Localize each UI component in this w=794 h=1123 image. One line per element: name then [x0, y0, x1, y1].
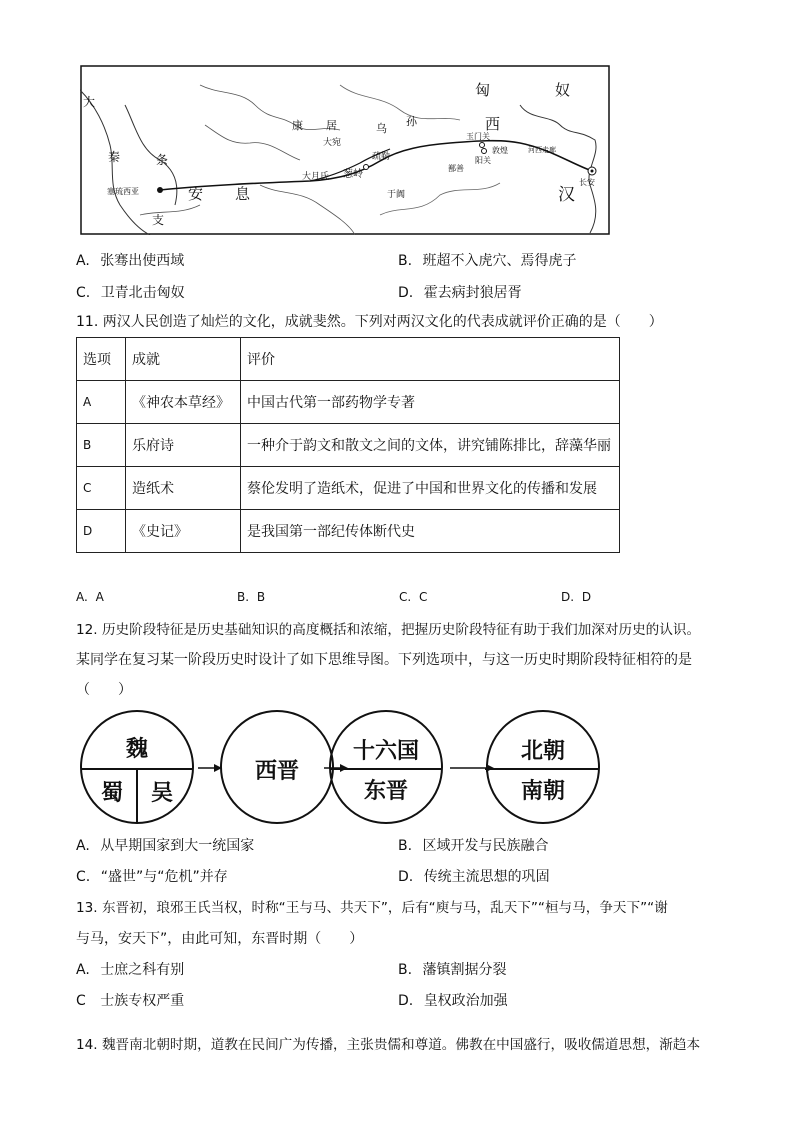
table-cell: 《神农本草经》	[126, 381, 241, 424]
map-label: 塞琉西亚	[107, 187, 139, 196]
option-label: B.	[398, 838, 413, 854]
map-label: 居	[326, 119, 337, 132]
option-label: B.	[237, 590, 250, 604]
table-cell: 是我国第一部纪传体断代史	[241, 510, 620, 553]
table-cell: 中国古代第一部药物学专著	[241, 381, 620, 424]
option-label: C	[76, 993, 86, 1009]
map-label: 匈	[475, 81, 491, 99]
table-cell: C	[77, 467, 126, 510]
option-label: B.	[398, 962, 413, 978]
map-label: 葱岭	[343, 169, 363, 180]
option-text: B	[256, 590, 266, 604]
option-label: A.	[76, 253, 90, 269]
q12-stem-line2: 某同学在复习某一阶段历史时设计了如下思维导图。下列选项中，与这一历史时期阶段特征相符的是	[76, 652, 692, 668]
option-text: C	[419, 590, 428, 604]
silk-road-map	[80, 65, 610, 235]
table-cell: A	[77, 381, 126, 424]
q13-stem-line1: 13. 东晋初，琅邪王氏当权，时称“王与马、共天下”，后有“庾与马，乱天下”“桓与马，争天下”“谢	[76, 900, 668, 916]
q13-stem-line2: 与马，安天下”，由此可知，东晋时期（ ）	[76, 931, 364, 947]
q10-option-d[interactable]	[398, 283, 522, 303]
map-label: 乌	[376, 122, 387, 135]
option-text: 藩镇割据分裂	[422, 962, 507, 978]
node-beichao: 北朝	[520, 738, 565, 764]
option-label: C.	[399, 590, 412, 604]
table-header-cell: 评价	[241, 338, 620, 381]
option-text: 士族专权严重	[100, 993, 185, 1009]
q12-mindmap	[80, 710, 610, 830]
option-text: A	[95, 590, 104, 604]
table-row	[77, 424, 620, 467]
option-text: 从早期国家到大一统国家	[100, 838, 255, 854]
q11-option-b[interactable]	[237, 587, 265, 607]
map-label: 西	[485, 115, 501, 133]
circle-beichao-nanchao	[486, 710, 600, 824]
table-header-cell: 成就	[126, 338, 241, 381]
table-cell: 造纸术	[126, 467, 241, 510]
map-label: 大月氏	[302, 172, 330, 182]
table-row	[77, 467, 620, 510]
node-xijin: 西晋	[254, 758, 299, 784]
map-label: 息	[235, 185, 251, 203]
option-text: 区域开发与民族融合	[422, 838, 549, 854]
map-label: 安	[188, 185, 204, 203]
map-label: 阳关	[475, 156, 491, 165]
option-label: A.	[76, 590, 88, 604]
option-label: C.	[76, 869, 91, 885]
q12-option-d[interactable]	[398, 867, 550, 887]
map-label: 大	[83, 95, 96, 109]
q11-option-d[interactable]	[561, 587, 591, 607]
map-label: 奴	[555, 81, 571, 99]
map-label: 秦	[108, 150, 121, 164]
option-text: 传统主流思想的巩固	[423, 869, 550, 885]
option-text: 霍去病封狼居胥	[423, 285, 522, 301]
q12-option-b[interactable]	[398, 836, 549, 856]
map-label: 疏勒	[372, 152, 391, 162]
option-label: A.	[76, 962, 90, 978]
table-row	[77, 510, 620, 553]
q12-stem-line3: （ ）	[76, 682, 132, 698]
map-label: 于阗	[387, 190, 406, 200]
option-text: 班超不入虎穴、焉得虎子	[422, 253, 577, 269]
q13-option-a[interactable]	[76, 960, 184, 980]
q11-table	[76, 337, 620, 553]
node-nanchao: 南朝	[520, 778, 565, 804]
map-label: 长安	[579, 178, 595, 187]
option-text: 皇权政治加强	[423, 993, 508, 1009]
table-cell: B	[77, 424, 126, 467]
q13-option-b[interactable]	[398, 960, 507, 980]
map-label: 玉门关	[466, 132, 490, 141]
option-text: “盛世”与“危机”并存	[100, 869, 228, 885]
map-label: 孙	[406, 115, 417, 128]
q11-option-a[interactable]	[76, 587, 104, 607]
node-shu: 蜀	[100, 780, 123, 806]
circle-16guo-dongjin	[329, 710, 443, 824]
option-text: 卫青北击匈奴	[100, 285, 185, 301]
map-label: 汉	[558, 185, 575, 205]
table-cell: D	[77, 510, 126, 553]
node-shiliuguo: 十六国	[352, 738, 419, 764]
node-wei: 魏	[125, 736, 148, 762]
q12-option-a[interactable]	[76, 836, 254, 856]
table-header-row	[77, 338, 620, 381]
map-label: 条	[156, 153, 169, 167]
q14-stem-line1: 14. 魏晋南北朝时期，道教在民间广为传播，主张贵儒和尊道。佛教在中国盛行，吸收儒道思想，渐趋本	[76, 1037, 701, 1053]
map-label: 大宛	[323, 138, 342, 148]
option-label: D.	[398, 869, 414, 885]
q11-option-c[interactable]	[399, 587, 427, 607]
q10-option-b[interactable]	[398, 251, 577, 271]
option-label: A.	[76, 838, 90, 854]
table-cell: 一种介于韵文和散文之间的文体，讲究铺陈排比，辞藻华丽	[241, 424, 620, 467]
option-text: D	[581, 590, 592, 604]
q13-option-c[interactable]	[76, 991, 184, 1011]
option-label: C.	[76, 285, 91, 301]
table-cell: 《史记》	[126, 510, 241, 553]
option-text: 士庶之科有别	[100, 962, 185, 978]
table-cell: 蔡伦发明了造纸术，促进了中国和世界文化的传播和发展	[241, 467, 620, 510]
map-label: 康	[292, 119, 303, 132]
city-marker	[157, 187, 163, 193]
q13-option-d[interactable]	[398, 991, 508, 1011]
option-label: D.	[398, 285, 414, 301]
q10-option-c[interactable]	[76, 283, 185, 303]
map-label: 敦煌	[492, 146, 508, 155]
q12-stem-line1: 12. 历史阶段特征是历史基础知识的高度概括和浓缩，把握历史阶段特征有助于我们加深对历史的认识。	[76, 622, 701, 638]
node-dongjin: 东晋	[363, 778, 408, 804]
q11-stem: 11. 两汉人民创造了灿烂的文化，成就斐然。下列对两汉文化的代表成就评价正确的是（ ）	[76, 314, 663, 330]
table-header-cell: 选项	[77, 338, 126, 381]
option-label: D.	[398, 993, 414, 1009]
node-wu: 吴	[150, 780, 173, 806]
map-label: 鄯善	[448, 164, 464, 173]
option-label: D.	[561, 590, 575, 604]
map-label: 河西走廊	[528, 146, 556, 154]
q12-option-c[interactable]	[76, 867, 228, 887]
option-label: B.	[398, 253, 413, 269]
map-label: 支	[152, 213, 165, 227]
q10-option-a[interactable]	[76, 251, 184, 271]
table-row	[77, 381, 620, 424]
table-cell: 乐府诗	[126, 424, 241, 467]
option-text: 张骞出使西域	[100, 253, 185, 269]
